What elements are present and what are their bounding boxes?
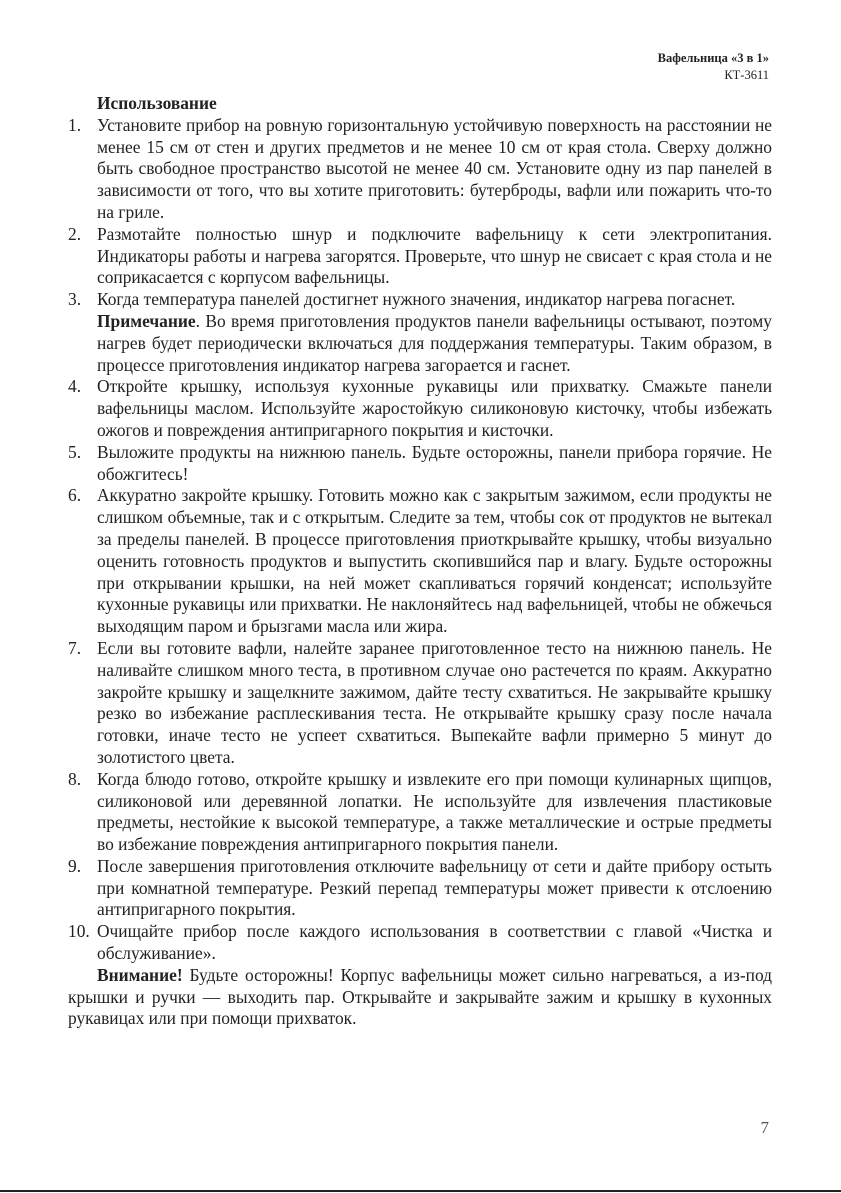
- item-number: 2.: [68, 223, 82, 244]
- item-number: 5.: [68, 441, 82, 462]
- warning-paragraph: [68, 965, 772, 1030]
- list-item: [68, 224, 772, 289]
- item-number: 10.: [68, 921, 90, 942]
- item-text: Выложите продукты на нижнюю панель. Будьте осторожны, панели прибора горячие. Не обожгитесь!: [97, 441, 772, 484]
- list-item: [68, 769, 772, 856]
- page-number: 7: [760, 1118, 769, 1137]
- list-item: [68, 442, 772, 486]
- list-item: [68, 856, 772, 921]
- item-number: 6.: [68, 485, 82, 506]
- warning-text: Будьте осторожны! Корпус вафельницы может сильно нагреваться, а из-под крышки и ручки — выходить пар. Открывайте и закрывайте зажим и крышку в кухонных рукавицах или при помощи прихваток.: [68, 964, 772, 1029]
- product-name: Вафельница «3 в 1»: [657, 51, 769, 65]
- warning-label: Внимание!: [97, 964, 183, 985]
- list-item: [68, 289, 772, 311]
- model-number: КТ-3611: [724, 68, 769, 82]
- section-title: Использование: [97, 93, 217, 113]
- item-text: Когда температура панелей достигнет нужного значения, индикатор нагрева погаснет.: [97, 289, 736, 310]
- item-number: 4.: [68, 376, 82, 397]
- item-text: Если вы готовите вафли, налейте заранее приготовленное тесто на нижнюю панель. Не наливайте слишком много теста, в противном случае оно растечется по краям. Аккуратно закройте крышку и защелкните зажимом, дайте тесту схватиться. Не закрывайте крышку резко во избежание расплескивания теста. Не открывайте крышку сразу после начала готовки, иначе тесто не успеет схватиться. Выпекайте вафли примерно 5 минут до золотистого цвета.: [97, 637, 772, 767]
- item-text: Откройте крышку, используя кухонные рукавицы или прихватку. Смажьте панели вафельницы маслом. Используйте жаростойкую силиконовую кисточку, чтобы избежать ожогов и повреждения антипригарного покрытия и кисточки.: [97, 376, 772, 440]
- item-text: Размотайте полностью шнур и подключите вафельницу к сети электропитания. Индикаторы работы и нагрева загорятся. Проверьте, что шнур не свисает с края стола и не соприкасается с корпусом вафельницы.: [97, 223, 772, 288]
- bottom-divider: [0, 1190, 841, 1192]
- item-number: 3.: [68, 289, 82, 310]
- item-text: Установите прибор на ровную горизонтальную устойчивую поверхность на расстоянии не менее 15 см от стен и других предметов и не менее 10 см от края стола. Сверху должно быть свободное пространство высотой не менее 40 см. Установите одну из пар панелей в зависимости от того, что вы хотите приготовить: бутерброды, вафли или пожарить что-то на гриле.: [97, 114, 772, 222]
- item-number: 1.: [68, 114, 82, 135]
- note-text: . Во время приготовления продуктов панели вафельницы остывают, поэтому нагрев будет периодически включаться для поддержания температуры. Таким образом, в процессе приготовления индикатор нагрева загорается и гаснет.: [97, 310, 772, 375]
- list-item: [68, 921, 772, 965]
- item-number: 8.: [68, 768, 82, 789]
- list-item: [68, 638, 772, 769]
- item-text: Очищайте прибор после каждого использования в соответствии с главой «Чистка и обслуживание».: [97, 921, 772, 964]
- item-text: После завершения приготовления отключите вафельницу от сети и дайте прибору остыть при комнатной температуре. Резкий перепад температуры может привести к отслоению антипригарного покрытия.: [97, 855, 772, 920]
- list-item: [68, 485, 772, 638]
- note-label: Примечание: [97, 310, 196, 331]
- item-text: Когда блюдо готово, откройте крышку и извлеките его при помощи кулинарных щипцов, силиконовой или деревянной лопатки. Не используйте для извлечения пластиковые предметы, нестойкие к высокой температуре, а также металлические и острые предметы во избежание повреждения антипригарного покрытия панели.: [97, 768, 772, 855]
- page-header: [658, 50, 769, 84]
- item-number: 9.: [68, 855, 82, 876]
- item-text: Аккуратно закройте крышку. Готовить можно как с закрытым зажимом, если продукты не слишком объемные, так и с открытым. Следите за тем, чтобы сок от продуктов не вытекал за пределы панелей. В процессе приготовления приоткрывайте крышку, чтобы визуально оценить готовность продуктов и выпустить скопившийся пар и влагу. Будьте осторожны при открывании крышки, на ней может скапливаться горячий конденсат; используйте кухонные рукавицы или прихватки. Не наклоняйтесь над вафельницей, чтобы не обжечься выходящим паром и брызгами масла или жира.: [97, 485, 772, 637]
- instruction-list: [68, 115, 772, 965]
- document-body: [68, 93, 772, 1030]
- list-item: [68, 115, 772, 224]
- list-item: [68, 376, 772, 441]
- note-paragraph: [97, 311, 772, 376]
- item-number: 7.: [68, 637, 82, 658]
